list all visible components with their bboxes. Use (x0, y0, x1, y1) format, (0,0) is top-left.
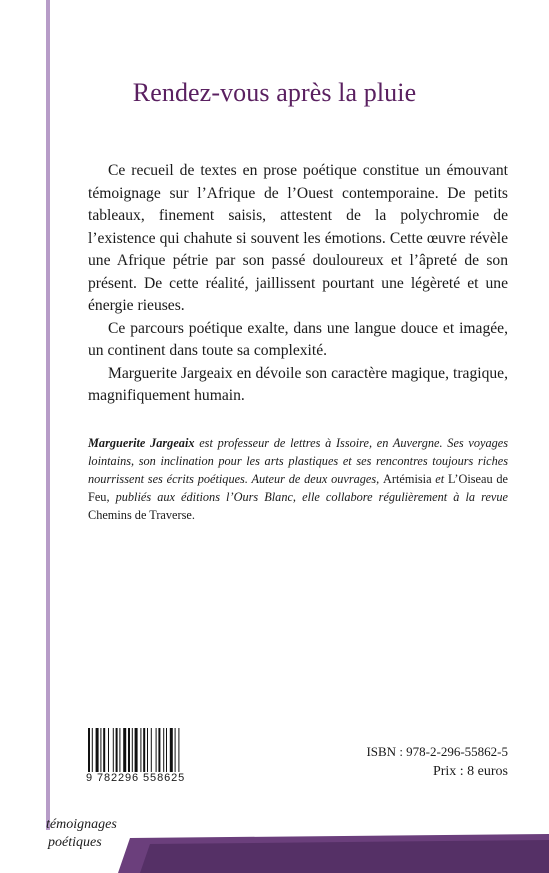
author-name: Marguerite Jargeaix (88, 436, 195, 450)
barcode-bars-icon (86, 728, 206, 774)
price: Prix : 8 euros (432, 764, 508, 779)
left-decorative-rule (46, 0, 50, 830)
book-reference: Artémisia (383, 472, 432, 486)
bio-text: est professeur de lettres à Issoire, en Auvergne. Ses voyages lointains, son inclination pour les arts plastiques et ses rencontres toujours riches nourrissent ses écrits poétiques. Auteur de deux ouvrages, (88, 436, 508, 486)
book-reference: L’Oiseau de Feu (88, 472, 508, 504)
blurb-paragraph: Marguerite Jargeaix en dévoile son caractère magique, tragique, magnifiquement humain. (88, 364, 508, 404)
author-bio (88, 434, 508, 524)
blurb-paragraph: Ce parcours poétique exalte, dans une langue douce et imagée, un continent dans toute sa complexité. (88, 319, 508, 359)
book-blurb (88, 160, 508, 408)
bio-text: , publiés aux éditions l’Ours Blanc, elle collabore régulièrement à la revue (106, 490, 508, 504)
book-title: Rendez-vous après la pluie (132, 78, 417, 107)
journal-reference: Chemins de Traverse (88, 508, 192, 522)
bio-text: . (191, 508, 195, 522)
series-line: poétiques (48, 835, 102, 850)
isbn: ISBN : 978-2-296-55862-5 (366, 744, 508, 759)
bio-text: et (431, 472, 448, 486)
barcode-number: 9 782296 558625 (86, 772, 206, 784)
series-line: témoignages (46, 817, 117, 832)
series-label (46, 816, 117, 852)
blurb-paragraph: Ce recueil de textes en prose poétique constitue un émouvant témoignage sur l’Afrique de l’Ouest contemporaine. De petits tableaux, finement saisis, attestent de la polychromie de l’existence qui chahute si souvent les émotions. Cette œuvre révèle une Afrique pétrie par son passé douloureux et l’âpreté de son présent. De cette réalité, jaillissent pourtant une légèreté et une énergie rieuses. (88, 162, 508, 314)
